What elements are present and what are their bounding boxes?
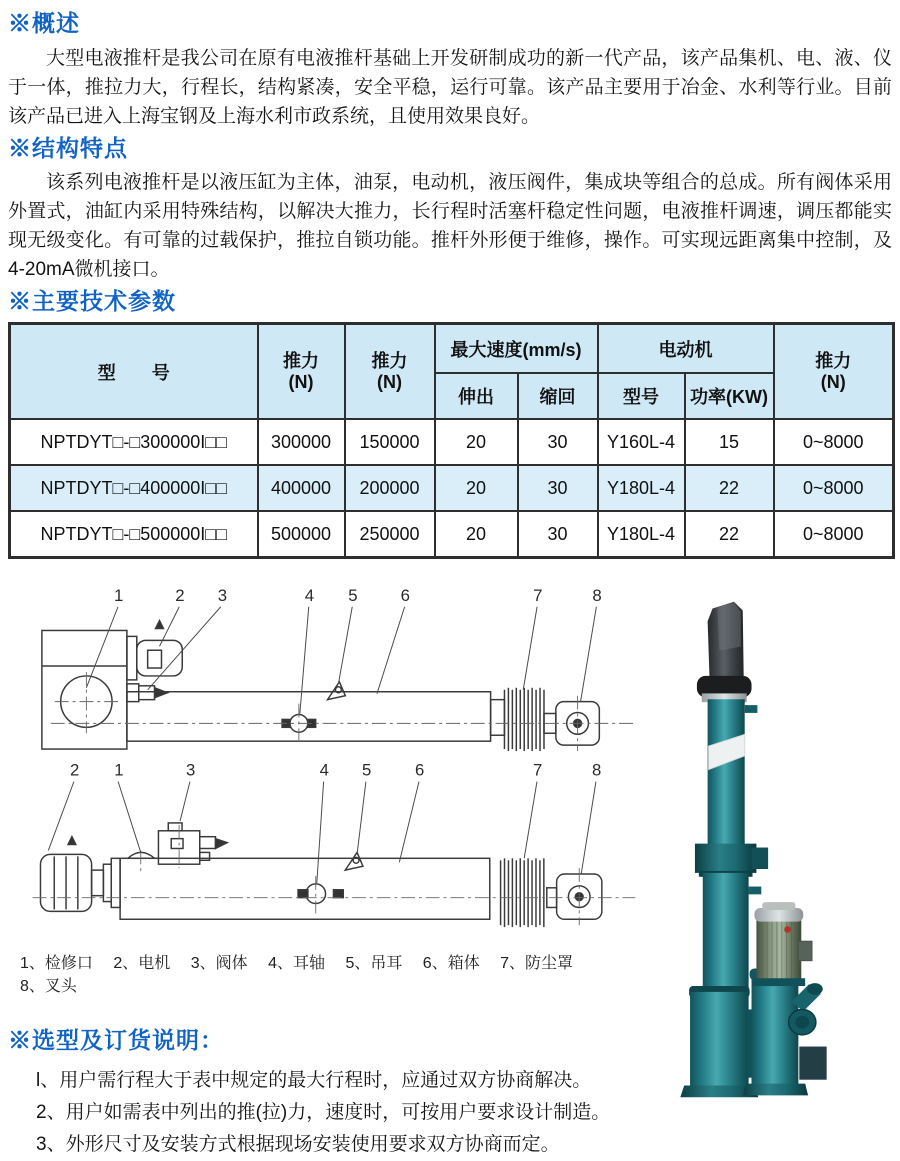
table-row	[10, 419, 894, 465]
technical-parameters-table	[8, 322, 895, 559]
col-header-pull-line2: (N)	[377, 371, 402, 392]
cell-motor-power: 22	[685, 511, 774, 557]
motor-terminal-box	[798, 941, 812, 961]
cell-model: NPTDYT□-□300000I□□	[10, 419, 258, 465]
cell-push: 400000	[258, 465, 345, 511]
cell-pull: 250000	[345, 511, 435, 557]
cell-extend: 20	[435, 419, 518, 465]
legend-item: 4、耳轴	[268, 954, 325, 972]
table-row	[10, 511, 894, 557]
col-header-model: 型 号	[10, 323, 258, 419]
col-header-stroke-line2: (N)	[820, 371, 846, 392]
technical-drawing-inline	[8, 760, 653, 935]
cell-pull: 200000	[345, 465, 435, 511]
fig2-callout-7: 7	[533, 760, 543, 780]
fig1-callout-4: 4	[304, 585, 315, 605]
col-header-motor: 电动机	[598, 323, 774, 373]
fig1-callout-2: 2	[175, 585, 185, 605]
fig1-callout-7: 7	[533, 585, 543, 605]
fig1-callout-8: 8	[592, 585, 602, 605]
fig1-callout-6: 6	[400, 585, 411, 605]
cell-push: 500000	[258, 511, 345, 557]
cell-motor-model: Y160L-4	[598, 419, 685, 465]
col-header-motor-model: 型号	[598, 373, 685, 419]
legend-item: 2、电机	[113, 954, 171, 972]
drawings-column	[8, 585, 653, 1161]
motor-red-dot	[784, 926, 791, 933]
junction-box	[799, 1046, 826, 1079]
legend-item: 3、阀体	[190, 954, 248, 972]
product-photo	[653, 589, 892, 1109]
cell-motor-model: Y180L-4	[598, 465, 685, 511]
photo-column	[653, 585, 892, 1161]
fig2-callout-1: 1	[114, 760, 124, 780]
cell-stroke: 0~8000	[774, 419, 894, 465]
cell-model: NPTDYT□-□500000I□□	[10, 511, 258, 557]
cell-stroke: 0~8000	[774, 465, 894, 511]
legend-item: 7、防尘罩	[500, 954, 574, 972]
col-header-push	[258, 323, 345, 419]
col-header-pull	[345, 323, 435, 419]
motor-cap	[754, 908, 803, 922]
cell-motor-model: Y180L-4	[598, 511, 685, 557]
features-paragraph: 该系列电液推杆是以液压缸为主体，油泵，电动机，液压阀件，集成块等组合的总成。所有阀体采用外置式，油缸内采用特殊结构，以解决大推力，长行程时活塞杆稳定性问题，电液推杆调速，调压都能实现无级变化。有可靠的过载保护，推拉自锁功能。推杆外形便于维修，操作。可实现远距离集中控制，及4-20mA微机接口。	[8, 172, 892, 281]
ordering-title: ※选型及订货说明：	[8, 1026, 224, 1053]
fig2-callout-3: 3	[185, 760, 196, 780]
overview-paragraph: 大型电液推杆是我公司在原有电液推杆基础上开发研制成功的新一代产品，该产品集机、电、液、仪于一体，推拉力大，行程长，结构紧凑，安全平稳，运行可靠。该产品主要用于冶金、水利等行业。目前该产品已进入上海宝钢及上海水利市政系统，且使用效果良好。	[8, 47, 892, 127]
parts-legend	[20, 950, 653, 996]
ordering-item: 2、用户如需表中列出的推(拉)力，速度时，可按用户要求设计制造。	[36, 1101, 611, 1123]
col-header-motor-power: 功率(KW)	[685, 373, 774, 419]
cell-stroke: 0~8000	[774, 511, 894, 557]
pump-housing	[752, 974, 799, 1089]
col-header-retract: 缩回	[518, 373, 598, 419]
fig1-callout-5: 5	[348, 585, 358, 605]
col-header-push-line2: (N)	[288, 371, 314, 392]
ordering-item: 3、外形尺寸及安装方式根据现场安装使用要求双方协商而定。	[36, 1133, 560, 1155]
cell-extend: 20	[435, 465, 518, 511]
table-row	[10, 465, 894, 511]
features-title: ※结构特点	[8, 134, 128, 161]
technical-drawing-foot-mount	[8, 585, 653, 755]
legend-item: 6、箱体	[422, 954, 480, 972]
legend-item: 8、叉头	[20, 977, 77, 995]
mid-flange	[695, 843, 756, 872]
legend-item: 1、检修口	[20, 954, 93, 972]
overview-title: ※概述	[8, 10, 80, 36]
cell-motor-power: 22	[685, 465, 774, 511]
cell-model: NPTDYT□-□400000I□□	[10, 465, 258, 511]
ordering-item: l、用户需行程大于表中规定的最大行程时，应通过双方协商解决。	[36, 1069, 592, 1091]
col-header-stroke	[774, 323, 894, 419]
fig2-callout-8: 8	[592, 760, 602, 780]
col-header-max-speed: 最大速度(mm/s)	[435, 323, 598, 373]
electric-motor	[756, 918, 801, 980]
cell-motor-power: 15	[685, 419, 774, 465]
col-header-push-line1: 推力	[283, 350, 319, 371]
cell-pull: 150000	[345, 419, 435, 465]
figure-area	[8, 585, 892, 1161]
params-title: ※主要技术参数	[8, 288, 176, 315]
fig1-callout-1: 1	[114, 585, 124, 605]
col-header-extend: 伸出	[435, 373, 518, 419]
cell-retract: 30	[518, 511, 598, 557]
fig1-callout-3: 3	[217, 585, 228, 605]
col-header-pull-line1: 推力	[371, 350, 408, 371]
fig2-callout-2: 2	[69, 760, 80, 780]
fig2-callout-4: 4	[319, 760, 329, 780]
fig2-callout-6: 6	[415, 760, 425, 780]
cell-extend: 20	[435, 511, 518, 557]
legend-item: 5、吊耳	[345, 954, 403, 972]
piston-rod	[708, 699, 745, 845]
fig2-callout-5: 5	[361, 760, 372, 780]
cell-retract: 30	[518, 419, 598, 465]
ordering-section	[8, 1022, 653, 1161]
cell-retract: 30	[518, 465, 598, 511]
cell-push: 300000	[258, 419, 345, 465]
outer-housing	[690, 992, 749, 1090]
col-header-stroke-line1: 推力	[815, 350, 852, 371]
cylinder-body	[703, 873, 749, 992]
